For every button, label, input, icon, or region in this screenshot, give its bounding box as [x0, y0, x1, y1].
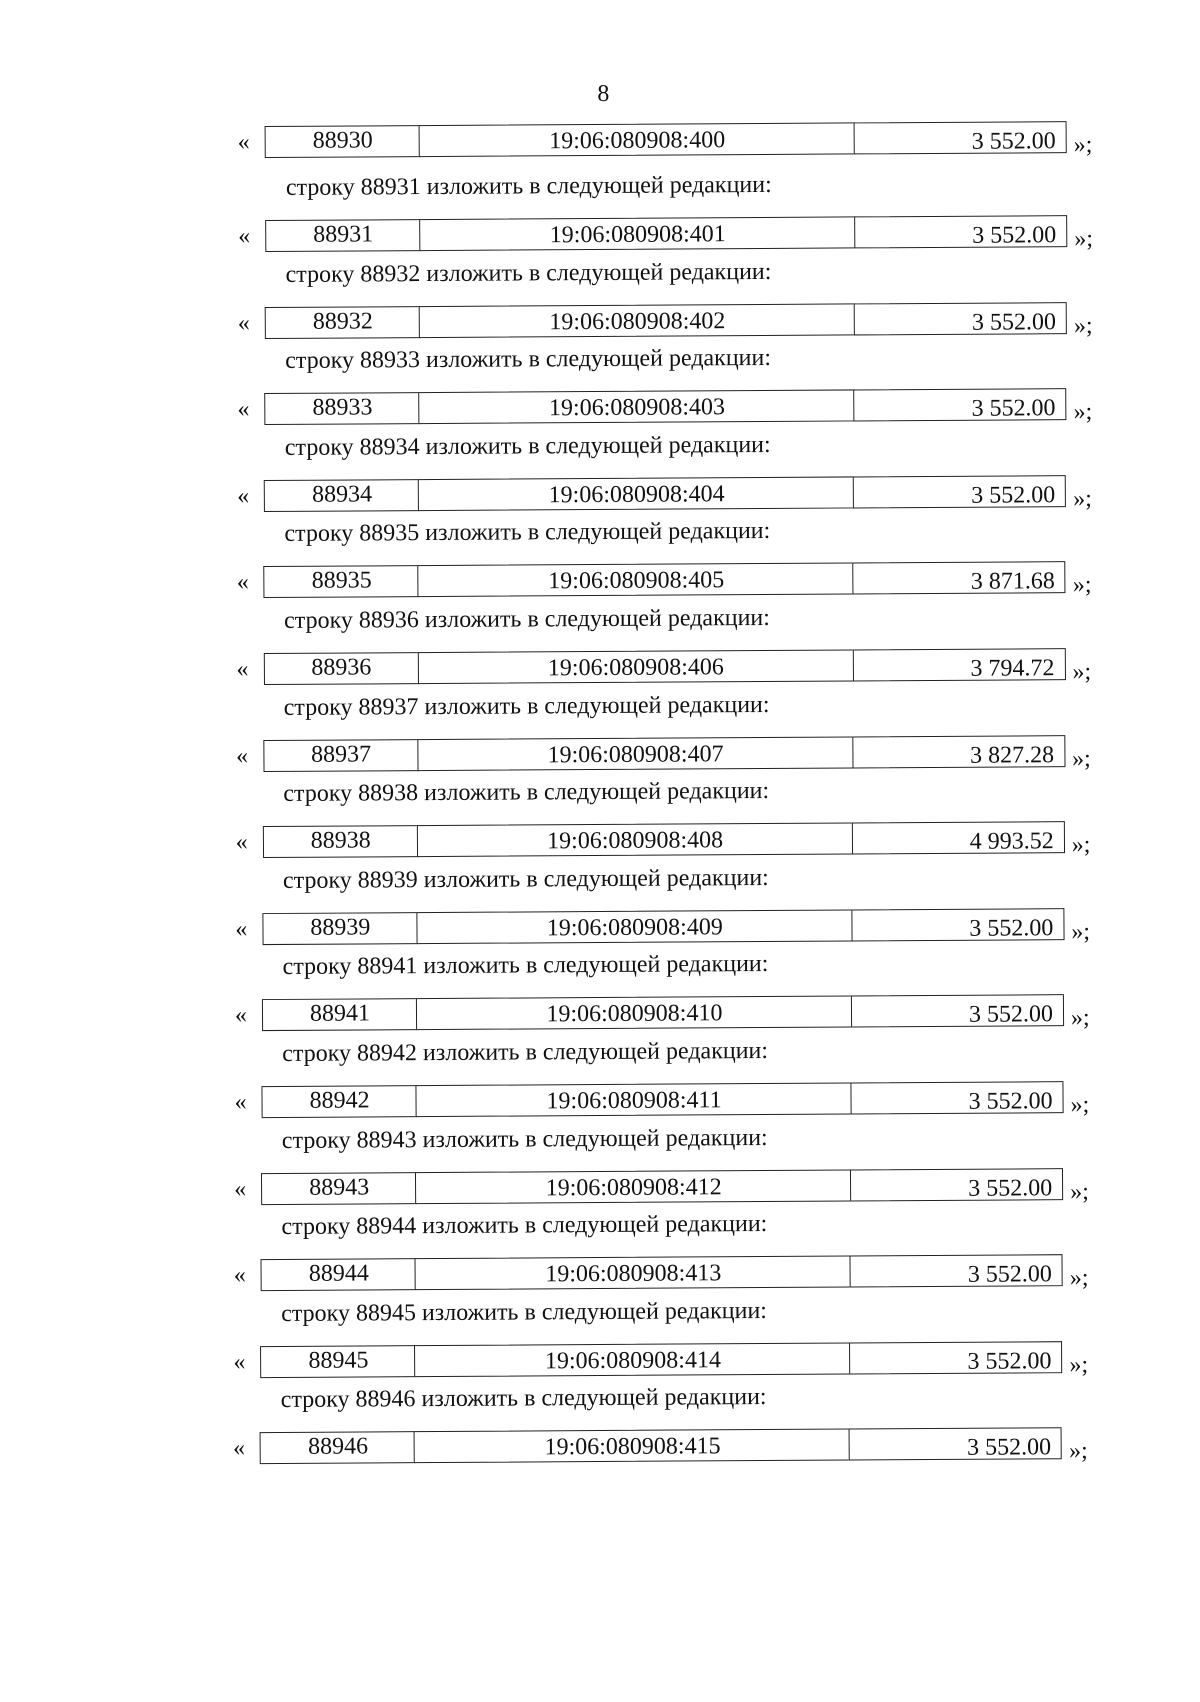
row-number-cell: 88935: [264, 565, 420, 598]
opening-quote: «: [234, 1088, 246, 1116]
row-number-cell: 88945: [260, 1345, 416, 1378]
opening-quote: «: [236, 742, 248, 770]
opening-quote: «: [238, 128, 250, 156]
amendment-instruction: строку 88944 изложить в следующей редакции:: [281, 1210, 767, 1241]
value-cell: 3 794.72: [852, 648, 1065, 681]
cadastral-number-cell: 19:06:080908:405: [418, 563, 855, 598]
amendment-instruction: строку 88931 изложить в следующей редакции:: [286, 171, 772, 202]
opening-quote: «: [237, 569, 249, 597]
amendment-instruction: строку 88932 изложить в следующей редакции:: [286, 258, 772, 289]
value-cell: 3 552.00: [851, 908, 1064, 941]
closing-quote: »;: [1069, 1351, 1088, 1379]
cadastral-number-cell: 19:06:080908:410: [416, 996, 853, 1031]
row-number-cell: 88944: [261, 1258, 417, 1291]
row-number-cell: 88932: [265, 306, 421, 339]
page-number: 8: [0, 76, 1200, 111]
value-cell: 3 552.00: [850, 1254, 1063, 1287]
amendment-instruction: строку 88937 изложить в следующей редакции:: [284, 691, 770, 722]
closing-quote: »;: [1072, 745, 1091, 773]
amendment-instruction: строку 88939 изложить в следующей редакции:: [283, 864, 769, 895]
value-cell: 4 993.52: [852, 821, 1065, 854]
cadastral-number-cell: 19:06:080908:409: [416, 909, 853, 944]
opening-quote: «: [236, 655, 248, 683]
row-number-cell: 88946: [260, 1432, 416, 1465]
closing-quote: »;: [1074, 225, 1093, 253]
amendment-instruction: строку 88934 изложить в следующей редакции:: [285, 431, 771, 462]
row-number-cell: 88938: [263, 825, 419, 858]
opening-quote: «: [234, 1175, 246, 1203]
row-number-cell: 88941: [262, 999, 418, 1032]
amendment-instruction: строку 88936 изложить в следующей редакции:: [284, 604, 770, 635]
amendment-block: [0, 861, 1193, 962]
closing-quote: »;: [1070, 1264, 1089, 1292]
closing-quote: »;: [1073, 398, 1092, 426]
cadastral-number-cell: 19:06:080908:406: [417, 649, 854, 684]
row-number-cell: 88931: [265, 219, 421, 252]
amendment-list: [0, 0, 1195, 4]
opening-quote: «: [236, 828, 248, 856]
amendment-instruction: строку 88946 изложить в следующей редакции:: [281, 1383, 767, 1414]
amendment-instruction: строку 88945 изложить в следующей редакции:: [281, 1297, 767, 1328]
value-cell: 3 552.00: [853, 388, 1066, 421]
value-cell: 3 552.00: [850, 1081, 1063, 1114]
amendment-block: [0, 1294, 1192, 1395]
cadastral-number-cell: 19:06:080908:408: [417, 823, 854, 858]
cadastral-number-cell: 19:06:080908:415: [414, 1429, 851, 1464]
value-cell: 3 552.00: [850, 1168, 1063, 1201]
amendment-instruction: строку 88941 изложить в следующей редакции:: [283, 950, 769, 981]
value-cell: 3 552.00: [854, 121, 1067, 154]
row-number-cell: 88936: [263, 652, 419, 685]
amendment-block: [0, 948, 1193, 1049]
row-number-cell: 88933: [264, 392, 420, 425]
row-number-cell: 88930: [265, 125, 421, 158]
cadastral-number-cell: 19:06:080908:401: [419, 216, 856, 251]
closing-quote: »;: [1072, 831, 1091, 859]
value-cell: 3 552.00: [849, 1428, 1062, 1461]
opening-quote: «: [235, 915, 247, 943]
row-number-cell: 88937: [263, 739, 419, 772]
closing-quote: »;: [1070, 1091, 1089, 1119]
opening-quote: «: [237, 482, 249, 510]
closing-quote: »;: [1072, 658, 1091, 686]
amendment-block: [0, 342, 1196, 443]
amendment-block: [0, 1121, 1192, 1222]
closing-quote: »;: [1074, 312, 1093, 340]
value-cell: 3 552.00: [853, 475, 1066, 508]
closing-quote: »;: [1071, 1004, 1090, 1032]
closing-quote: »;: [1071, 918, 1090, 946]
amendment-block: [0, 168, 1196, 269]
opening-quote: «: [238, 222, 250, 250]
cadastral-number-cell: 19:06:080908:400: [419, 122, 856, 157]
cadastral-number-cell: 19:06:080908:403: [418, 390, 855, 425]
opening-quote: «: [233, 1348, 245, 1376]
amendment-block: [0, 1208, 1192, 1309]
amendment-instruction: строку 88935 изложить в следующей редакции:: [284, 517, 770, 548]
cadastral-number-cell: 19:06:080908:402: [419, 303, 856, 338]
amendment-block: [0, 1381, 1191, 1482]
row-number-cell: 88943: [261, 1172, 417, 1205]
row-number-cell: 88934: [264, 479, 420, 512]
cadastral-number-cell: 19:06:080908:413: [415, 1256, 852, 1291]
amendment-block: [0, 428, 1195, 529]
amendment-block: [0, 601, 1195, 702]
amendment-instruction: строку 88943 изложить в следующей редакции:: [282, 1124, 768, 1155]
closing-quote: »;: [1073, 571, 1092, 599]
closing-quote: »;: [1070, 1178, 1089, 1206]
value-cell: 3 871.68: [853, 562, 1066, 595]
opening-quote: «: [233, 1435, 245, 1463]
value-cell: 3 827.28: [852, 735, 1065, 768]
row-number-cell: 88942: [261, 1085, 417, 1118]
cadastral-number-cell: 19:06:080908:411: [415, 1082, 852, 1117]
row-number-cell: 88939: [262, 912, 418, 945]
amendment-block: [0, 1034, 1193, 1135]
opening-quote: «: [235, 1002, 247, 1030]
amendment-block: [0, 255, 1196, 356]
closing-quote: »;: [1074, 131, 1093, 159]
amendment-instruction: строку 88933 изложить в следующей редакции:: [285, 344, 771, 375]
value-cell: 3 552.00: [854, 302, 1067, 335]
cadastral-number-cell: 19:06:080908:414: [414, 1342, 851, 1377]
cadastral-number-cell: 19:06:080908:407: [417, 736, 854, 771]
amendment-block: [0, 515, 1195, 616]
closing-quote: »;: [1073, 485, 1092, 513]
amendment-instruction: строку 88938 изложить в следующей редакции:: [283, 777, 769, 808]
cadastral-number-cell: 19:06:080908:404: [418, 476, 855, 511]
amendment-block: [0, 688, 1194, 789]
closing-quote: »;: [1069, 1437, 1088, 1465]
amendment-block: [0, 775, 1194, 876]
cadastral-number-cell: 19:06:080908:412: [415, 1169, 852, 1204]
amendment-instruction: строку 88942 изложить в следующей редакции:: [282, 1037, 768, 1068]
opening-quote: «: [237, 395, 249, 423]
opening-quote: «: [238, 309, 250, 337]
opening-quote: «: [234, 1261, 246, 1289]
value-cell: 3 552.00: [849, 1341, 1062, 1374]
value-cell: 3 552.00: [851, 995, 1064, 1028]
value-cell: 3 552.00: [854, 215, 1067, 248]
first-row-block: [0, 74, 1196, 175]
